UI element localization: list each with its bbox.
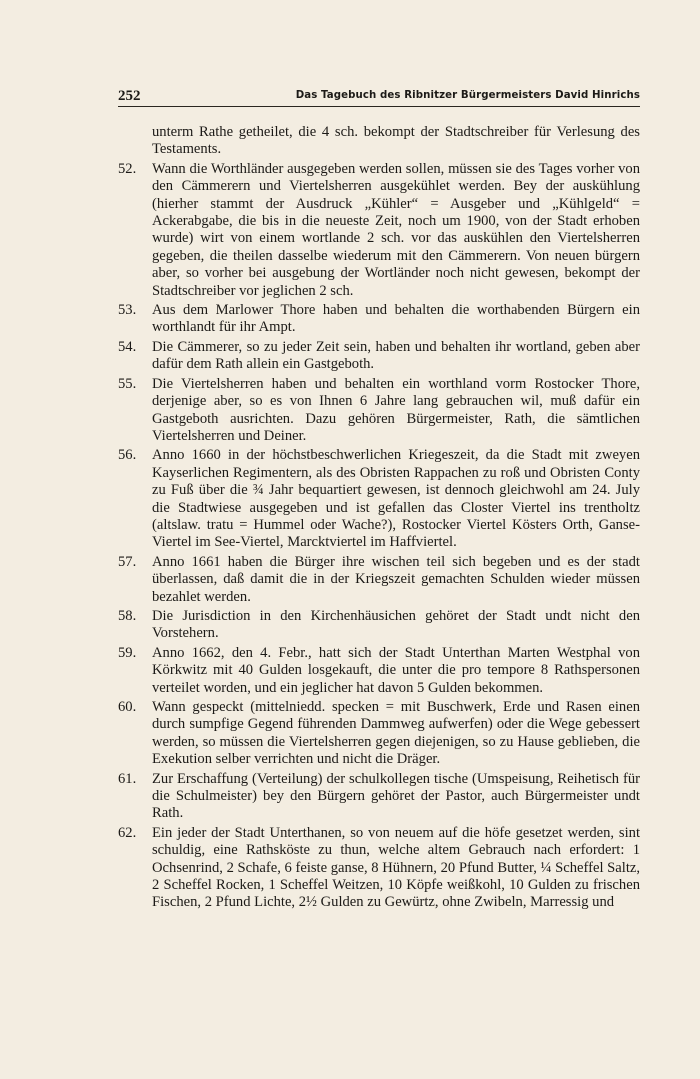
- list-item: [118, 339, 640, 374]
- list-item: [118, 608, 640, 643]
- entry-number: 61.: [118, 770, 137, 787]
- entry-text: Anno 1661 haben die Bürger ihre wischen teil sich begeben und es der stadt überlassen, daß damit die in der Kriegszeit gemachten Schulden wieder müssen bezahlet werden.: [152, 553, 640, 605]
- entry-text: Die Jurisdiction in den Kirchenhäusichen gehöret der Stadt undt nicht den Vorstehern.: [152, 607, 640, 642]
- entry-number: 57.: [118, 553, 137, 570]
- entry-number: 54.: [118, 338, 137, 355]
- list-item: [118, 161, 640, 300]
- entry-number: 53.: [118, 302, 137, 319]
- list-item: [118, 302, 640, 337]
- entry-number: 52.: [118, 160, 137, 177]
- entry-number: 62.: [118, 824, 137, 841]
- list-item: [118, 376, 640, 446]
- running-title: Das Tagebuch des Ribnitzer Bürgermeisters David Hinrichs: [295, 90, 640, 101]
- list-item: [118, 554, 640, 606]
- list-item: [118, 447, 640, 551]
- entry-number: 56.: [118, 447, 137, 464]
- list-item: [118, 699, 640, 769]
- list-item: [118, 771, 640, 823]
- entry-text: Anno 1662, den 4. Febr., hatt sich der Stadt Unterthan Marten Westphal von Körkwitz mit 40 Gulden losgekauft, die unter die pro tempore 8 Rathspersonen verteilet worden, und ein jeglicher hat davon 5 Gulden bekommen.: [152, 644, 640, 696]
- page-header: [118, 84, 640, 107]
- continuation-paragraph: unterm Rathe getheilet, die 4 sch. bekompt der Stadtschreiber für Verlesung des Testaments.: [152, 124, 640, 158]
- entry-text: Zur Erschaffung (Verteilung) der schulkollegen tische (Umspeisung, Reihetisch für die Schulmeister) bey den Bürgern gehöret der Pastor, auch Bürgermeister undt Rath.: [152, 770, 640, 822]
- entry-text: Die Viertelsherren haben und behalten ein worthland vorm Rostocker Thore, derjenige aber, so es von Ihnen 6 Jahre lang gebrauchen wil, muß dafür ein Gastgeboth ausrichten. Dazu gehören Bürgermeister, Rath, die sämtlichen Viertelsherren und Deiner.: [152, 375, 640, 444]
- entry-number: 58.: [118, 607, 137, 624]
- entry-text: Anno 1660 in der höchstbeschwerlichen Kriegeszeit, da die Stadt mit zweyen Kayserlichen Regimentern, als des Obristen Rappachen zu roß und Obristen Conty zu Fuß über die ¾ Jahr bequartiert gewesen, ist dennoch gleichwohl am 24. July die Stadtwiese ausgegeben und ist gefallen das Closter Viertel ins trentholtz (altslaw. tratu = Hummel oder Wache?), Rostocker Viertel Kösters Orth, Ganse-Viertel im See-Viertel, Marcktviertel im Haffviertel.: [152, 447, 640, 551]
- entry-list: [118, 161, 640, 912]
- entry-text: Wann die Worthländer ausgegeben werden sollen, müssen sie des Tages vorher von den Cämmerern und Viertelsherren ausgekühlet werden. Bey der auskühlung (hierher stammt der Ausdruck „Kühler“ = Ausgeber und „Kühlgeld“ = Ackerabgabe, die bis in die neueste Zeit, noch um 1900, von der Stadt erhoben wurde) wirt von einem wortlande 2 sch. vor das auskühlen den Viertelsherren gegeben, die theilen dasselbe wiederum mit den Cämmerern. Von neuen bürgern aber, so vorher bei ausgebung der Wortländer noch nicht gewesen, bekompt der Stadtschreiber vor jeglichen 2 sch.: [152, 160, 640, 299]
- entry-number: 59.: [118, 644, 137, 661]
- entry-text: Aus dem Marlower Thore haben und behalten die worthabenden Bürgern ein worthlandt für ihr Ampt.: [152, 302, 640, 336]
- entry-number: 55.: [118, 375, 137, 392]
- entry-text: Die Cämmerer, so zu jeder Zeit sein, haben und behalten ihr wortland, geben aber dafür dem Rath allein ein Gastgeboth.: [152, 338, 640, 373]
- entry-number: 60.: [118, 699, 137, 715]
- entry-text: Wann gespeckt (mittelniedd. specken = mit Buschwerk, Erde und Rasen einen durch sumpfige Gegend führenden Dammweg aufwerfen) oder die Wege gebessert werden, so müssen die Viertelsherren gegen diejenigen, so zu Hause geblieben, die Exekution selber verrichten und nicht die Dräger.: [152, 699, 640, 768]
- list-item: [118, 825, 640, 912]
- page-body: [118, 124, 640, 914]
- page-number: 252: [118, 88, 141, 104]
- entry-text: Ein jeder der Stadt Unterthanen, so von neuem auf die höfe gesetzet werden, sint schuldig, eine Rathsköste zu thun, welche altem Gebrauch nach erfordert: 1 Ochsenrind, 2 Schafe, 6 feiste ganse, 8 Hühnern, 20 Pfund Butter, ¼ Scheffel Saltz, 2 Scheffel Rocken, 1 Scheffel Weitzen, 10 Köpfe weißkohl, 10 Gulden zu frischen Fischen, 2 Pfund Lichte, 2½ Gulden zu Gewürtz, ohne Zwibeln, Marressig und: [152, 824, 640, 911]
- list-item: [118, 645, 640, 697]
